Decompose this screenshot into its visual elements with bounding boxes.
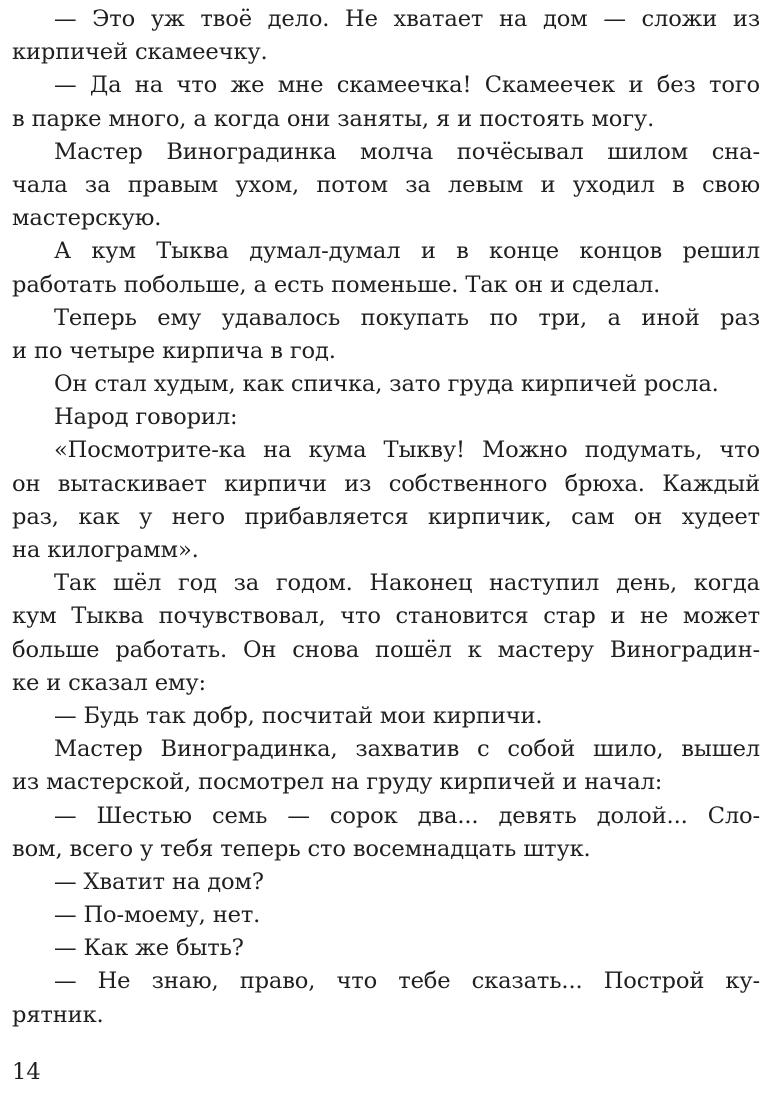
text-line: Он стал худым, как спичка, зато груда кирпичей росла. [54,371,719,398]
text-line: — Это уж твоё дело. Не хватает на дом — сложи из [54,6,760,32]
paragraph [12,69,760,135]
text-line: — Как же быть? [54,935,244,962]
text-line: он вытаскивает кирпичи из собственного брюха. Каждый [12,470,760,497]
paragraph [12,3,760,69]
text-line: «Посмотрите-ка на кума Тыкву! Можно подумать, что [54,437,760,464]
text-line: в парке много, а когда они заняты, я и постоять могу. [12,105,655,132]
text-line: раз, как у него прибавляется кирпичик, сам он худеет [12,503,760,530]
text-line: кирпичей скамеечку. [12,39,268,66]
paragraph [12,965,760,1031]
text-line: вом, всего у тебя теперь сто восемнадцать штук. [12,835,591,862]
text-line: кум Тыква почувствовал, что становится стар и не может [12,603,760,630]
text-line: — По-моему, нет. [54,902,261,929]
body-text [12,3,760,1032]
paragraph [12,235,760,301]
text-line: и по четыре кирпича в год. [12,337,336,364]
text-line: ке и сказал ему: [12,669,206,696]
paragraph [12,866,760,899]
paragraph [12,932,760,965]
text-line: Мастер Виноградинка молча почёсывал шилом сна- [54,138,760,165]
text-line: Народ говорил: [54,404,238,431]
paragraph [12,368,760,401]
page-number: 14 [12,1059,41,1085]
paragraph [12,302,760,368]
paragraph [12,401,760,434]
paragraph [12,733,760,799]
text-line: Так шёл год за годом. Наконец наступил день, когда [54,570,760,597]
text-line: — Да на что же мне скамеечка! Скамеечек и без того [54,72,760,99]
text-line: А кум Тыква думал-думал и в конце концов решил [54,238,760,265]
paragraph [12,136,760,236]
text-line: работать побольше, а есть поменьше. Так он и сделал. [12,271,661,298]
paragraph [12,434,760,567]
text-line: Мастер Виноградинка, захватив с собой шило, вышел [54,736,760,763]
paragraph [12,899,760,932]
text-line: рятник. [12,1001,104,1028]
text-line: мастерскую. [12,205,162,232]
paragraph [12,800,760,866]
text-line: из мастерской, посмотрел на груду кирпичей и начал: [12,769,663,796]
text-line: чала за правым ухом, потом за левым и уходил в свою [12,171,760,198]
text-line: — Хватит на дом? [54,868,264,895]
text-line: на килограмм». [12,537,199,563]
text-line: больше работать. Он снова пошёл к мастеру Виноградин- [12,636,760,663]
paragraph [12,567,760,700]
text-line: — Не знаю, право, что тебе сказать... Построй ку- [54,968,760,995]
text-line: — Будь так добр, посчитай мои кирпичи. [54,702,543,729]
text-line: — Шестью семь — сорок два... девять долой... Сло- [54,802,760,829]
text-line: Теперь ему удавалось покупать по три, а иной раз [54,304,760,331]
paragraph [12,700,760,733]
